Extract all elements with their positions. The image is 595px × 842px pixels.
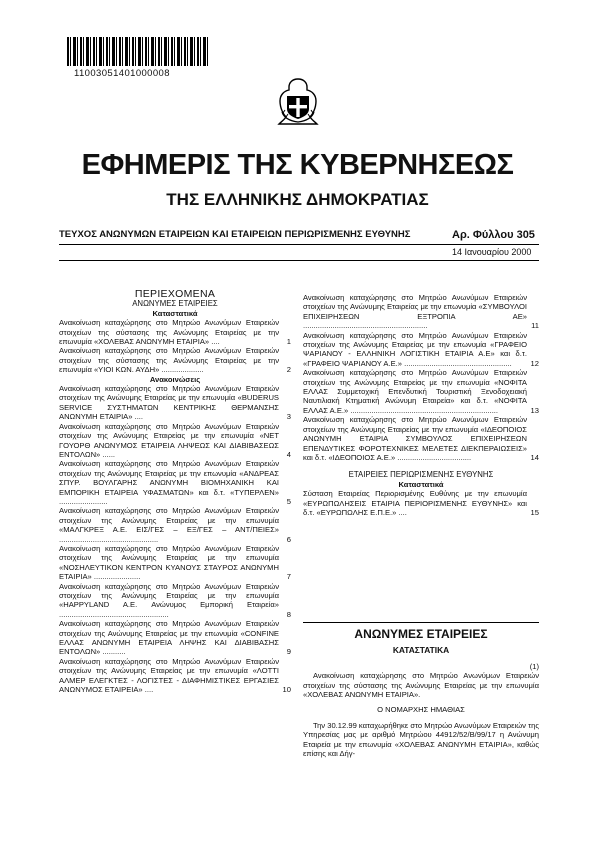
toc-entry[interactable]: Ανακοίνωση καταχώρησης στο Μητρώο Ανωνύμων Εταιρειών στοιχείων της σύστασης της Ανώνυμης Εταιρείας με την επωνυμία «ΥΙΟΙ ΚΩΝ. ΑΥΔΗ» .................... 2 <box>59 346 291 375</box>
date-rule <box>59 260 539 261</box>
body-column <box>303 627 539 759</box>
series-label: ΤΕΥΧΟΣ ΑΝΩΝΥΜΩΝ ΕΤΑΙΡΕΙΩΝ ΚΑΙ ΕΤΑΙΡΕΙΩΝ ΠΕΡΙΩΡΙΣΜΕΝΗΣ ΕΥΘΥΝΗΣ <box>59 229 411 240</box>
body-paragraph: Την 30.12.99 καταχωρήθηκε στο Μητρώο Ανωνύμων Εταιρειών της Υπηρεσίας μας με αριθμό Μητρώου 44912/52/Β/99/17 η Ανώνυμη Εταιρεία με την επωνυμία «ΧΟΛΕΒΑΣ ΑΝΩΝΥΜΗ ΕΤΑΙΡΙΑ», καθώς επίσης και Δήγ- <box>303 720 539 759</box>
toc-entry[interactable]: Ανακοίνωση καταχώρησης στο Μητρώο Ανωνύμων Εταιρειών στοιχείων της Ανώνυμης Εταιρείας με την επωνυμία «HAPPYLAND A.E. Ανώνυμος Εμπορική Εταιρεία» .................................................... 8 <box>59 581 291 619</box>
issue-number: Αρ. Φύλλου 305 <box>452 229 535 241</box>
gazette-subtitle: ΤΗΣ ΕΛΛΗΝΙΚΗΣ ΔΗΜΟΚΡΑΤΙΑΣ <box>166 190 429 209</box>
body-section-title: ΑΝΩΝΥΜΕΣ ΕΤΑΙΡΕΙΕΣ <box>354 627 488 641</box>
body-authority: Ο ΝΟΜΑΡΧΗΣ ΗΜΑΘΙΑΣ <box>377 705 465 715</box>
gazette-title: ΕΦΗΜΕΡΙΣ ΤΗΣ ΚΥΒΕΡΝΗΣΕΩΣ <box>81 149 514 181</box>
coat-of-arms-icon <box>276 76 320 133</box>
toc-subheading-statutes: Καταστατικά <box>152 308 198 318</box>
body-subsection: ΚΑΤΑΣΤΑΤΙΚΑ <box>392 645 450 656</box>
toc-entry[interactable]: Ανακοίνωση καταχώρησης στο Μητρώο Ανωνύμων Εταιρειών στοιχείων της σύστασης της Ανώνυμης Εταιρείας με την επωνυμία «ΧΟΛΕΒΑΣ ΑΝΩΝΥΜΗ ΕΤΑΙΡΙΑ» .... 1 <box>59 318 291 347</box>
toc-entry[interactable]: Ανακοίνωση καταχώρησης στο Μητρώο Ανωνύμων Εταιρειών στοιχείων της Ανώνυμης Εταιρείας με την επωνυμία «ΙΔΕΟΠΟΙΟΣ ΑΝΩΝΥΜΗ ΕΤΑΙΡΙΑ ΣΥΜΒΟΥΛΟΣ ΕΠΙΧΕΙΡΗΣΕΩΝ ΕΠΕΝΔΥΤΙΚΕΣ ΦΟΡΟΤΕΧΝΙΚΕΣ ΜΕΛΕΤΕΣ ΔΙΕΚΠΕΡΑΙΩΣΕΙΣ» και δ.τ. «ΙΔΕΟΠΟΙΟΣ Α.Ε.» ................................... 14 <box>303 415 539 462</box>
toc-right-column <box>303 293 539 517</box>
barcode-number: 11003051401000008 <box>74 68 170 79</box>
toc-entry[interactable]: Ανακοίνωση καταχώρησης στο Μητρώο Ανωνύμων Εταιρειών στοιχείων της Ανώνυμης Εταιρείας με την επωνυμία «ΓΡΑΦΕΙΟ ΨΑΡΙΑΝΟΥ - ΕΛΛΗΝΙΚΗ ΛΟΓΙΣΤΙΚΗ ΕΤΑΙΡΙΑ Α.Ε» και δ.τ. «ΓΡΑΦΕΙΟ ΨΑΡΙΑΝΟΥ Α.Ε.» ................................................... 12 <box>303 330 539 368</box>
issue-date: 14 Ιανουαρίου 2000 <box>452 247 532 257</box>
toc-entry[interactable]: Ανακοίνωση καταχώρησης στο Μητρώο Ανωνύμων Εταιρειών στοιχείων της Ανώνυμης Εταιρείας με την επωνυμία «ΜΑΛΓΚΡΕΞ Α.Ε. ΕΙΣ/ΓΕΣ – ΕΞ/ΓΕΣ – ΑΝΤ/ΠΕΙΕΣ» ............................................... 6 <box>59 506 291 544</box>
toc-entry[interactable]: Ανακοίνωση καταχώρησης στο Μητρώο Ανωνύμων Εταιρειών στοιχείων της Ανώνυμης Εταιρείας με την επωνυμία «ΝΕΤ ΓΟΥΟΡΘ ΑΝΩΝΥΜΟΣ ΕΤΑΙΡΕΙΑ ΛΗΨΕΩΣ ΚΑΙ ΔΙΑΒΙΒΑΣΕΩΣ ΕΝΤΟΛΩΝ» ...... 4 <box>59 421 291 459</box>
toc-entry[interactable]: Σύσταση Εταιρείας Περιορισμένης Ευθύνης με την επωνυμία «ΕΥΡΩΠΩΛΗΣΕΙΣ ΕΤΑΙΡΙΑ ΠΕΡΙΟΡΙΣΜΕΝΗΣ ΕΥΘΥΝΗΣ» και δ.τ. «ΕΥΡΩΠΩΛΗΣ Ε.Π.Ε.» .... 15 <box>303 489 539 517</box>
barcode <box>67 37 209 66</box>
toc-entry[interactable]: Ανακοίνωση καταχώρησης στο Μητρώο Ανωνύμων Εταιρειών στοιχείων της Ανώνυμης Εταιρείας με την επωνυμία «CONFINE ΕΛΛΑΣ ΑΝΩΝΥΜΗ ΕΤΑΙΡΕΙΑ ΛΗΨΗΣ ΚΑΙ ΔΙΑΒΙΒΑΣΗΣ ΕΝΤΟΛΩΝ» ........... 9 <box>59 619 291 657</box>
toc-entry[interactable]: Ανακοίνωση καταχώρησης στο Μητρώο Ανωνύμων Εταιρειών στοιχείων της Ανώνυμης Εταιρείας με την επωνυμία «ΝΟΦΙΤΑ ΕΛΛΑΣ Συμμετοχική Επενδυτική Τουριστική Ξενοδοχειακή Ναυτιλιακή Κτηματική Ανώνυμη Εταιρεία» και δ.τ. «ΝΟΦΙΤΑ ΕΛΛΑΣ Α.Ε.» ...................................................................... 13 <box>303 368 539 415</box>
toc-subheading-announcements: Ανακοινώσεις <box>149 374 201 384</box>
toc-subheading-epe-statutes: Καταστατικά <box>398 479 444 489</box>
item-number: (1) <box>529 661 539 671</box>
toc-entry[interactable]: Ανακοίνωση καταχώρησης στο Μητρώο Ανωνύμων Εταιρειών στοιχείων της Ανώνυμης Εταιρείας με την επωνυμία «ΝΟΣΗΛΕΥΤΙΚΟΝ ΚΕΝΤΡΟΝ ΚΥΑΝΟΥΣ ΣΤΑΥΡΟΣ ΑΝΩΝΥΜΗ ΕΤΑΙΡΙΑ» ...................... 7 <box>59 543 291 582</box>
toc-entry[interactable]: Ανακοίνωση καταχώρησης στο Μητρώο Ανωνύμων Εταιρειών στοιχείων της Ανώνυμης Εταιρείας με την επωνυμία «BUDERUS SERVICE ΣΥΣΤΗΜΑΤΩΝ ΚΕΝΤΡΙΚΗΣ ΘΕΡΜΑΝΣΗΣ ΑΝΩΝΥΜΗ ΕΤΑΙΡΙΑ» .... 3 <box>59 384 291 422</box>
header-rule <box>59 244 539 245</box>
toc-entry[interactable]: Ανακοίνωση καταχώρησης στο Μητρώο Ανωνύμων Εταιρειών στοιχείων της Ανώνυμης Εταιρείας με την επωνυμία «ΑΝΔΡΕΑΣ ΣΠΥΡ. ΒΟΥΛΓΑΡΗΣ ΑΝΩΝΥΜΗ ΒΙΟΜΗΧΑΝΙΚΗ ΚΑΙ ΕΜΠΟΡΙΚΗ ΕΤΑΙΡΕΙΑ ΥΦΑΣΜΑΤΩΝ» και δ.τ. «ΤΥΠΕΡΛΕΝ» ....................... 5 <box>59 459 291 506</box>
toc-section-epe: ΕΤΑΙΡΕΙΕΣ ΠΕΡΙΩΡΙΣΜΕΝΗΣ ΕΥΘΥΝΗΣ <box>348 470 494 480</box>
body-announcement: Ανακοίνωση καταχώρησης στο Μητρώο Ανωνύμων Εταιρειών στοιχείων της σύστασης της Ανώνυμης Εταιρείας με την επωνυμία «ΧΟΛΕΒΑΣ ΑΝΩΝΥΜΗ ΕΤΑΙΡΙΑ». <box>303 671 539 700</box>
toc-entry[interactable]: Ανακοίνωση καταχώρησης στο Μητρώο Ανωνύμων Εταιρειών στοιχείων της Ανώνυμης Εταιρείας με την επωνυμία «ΣΥΜΒΟΥΛΟΙ ΕΠΙΧΕΙΡΗΣΕΩΝ ΕΞΤΡΟΠΙΑ ΑΕ» ........................................................... 11 <box>303 293 539 331</box>
toc-left-column <box>59 290 291 694</box>
toc-entry[interactable]: Ανακοίνωση καταχώρησης στο Μητρώο Ανωνύμων Εταιρειών στοιχείων της Ανώνυμης Εταιρείας με την επωνυμία «ΛΟΤΤΙ ΑΛΜΕΡ ΕΛΕΓΚΤΕΣ - ΛΟΓΙΣΤΕΣ - ΔΙΑΦΗΜΙΣΤΙΚΕΣ ΕΡΓΑΣΙΕΣ ΑΝΩΝΥΜΟΣ ΕΤΑΙΡΕΙΑ» .... 10 <box>59 656 291 695</box>
toc-end-rule <box>303 622 539 623</box>
toc-heading: ΠΕΡΙΕΧΟΜΕΝΑ <box>134 288 216 300</box>
toc-section-ae: ΑΝΩΝΥΜΕΣ ΕΤΑΙΡΕΙΕΣ <box>132 299 218 309</box>
